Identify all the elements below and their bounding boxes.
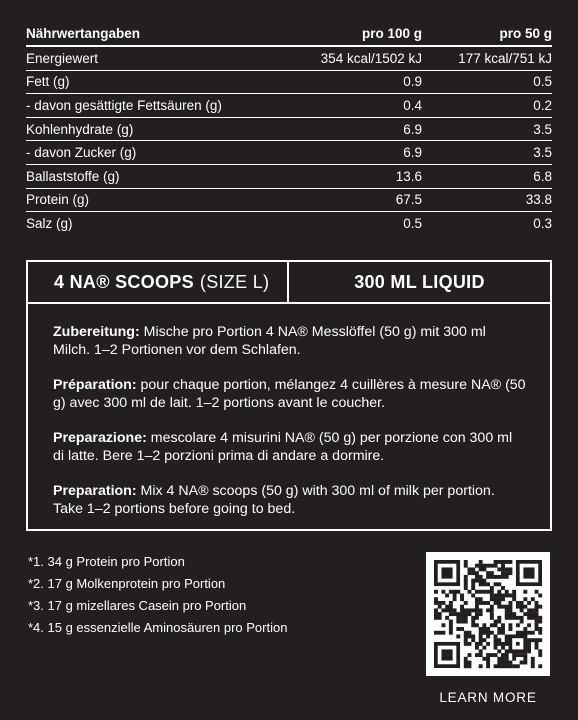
preparation-label: Preparazione: — [53, 430, 147, 446]
nutrition-row — [26, 141, 552, 165]
size-label: (SIZE L) — [199, 271, 270, 292]
nutrition-row-per50: 0.2 — [533, 97, 552, 113]
nutrition-row-per50: 3.5 — [533, 121, 552, 137]
nutrition-row — [26, 118, 552, 142]
nutrition-row-per100: 0.5 — [403, 216, 422, 232]
nutrition-row — [26, 189, 552, 213]
footnote-item: *3. 17 g mizellares Casein pro Portion — [28, 598, 247, 613]
liquid-label: 300 ML LIQUID — [354, 271, 485, 292]
nutrition-row-label: - davon gesättigte Fettsäuren (g) — [26, 97, 222, 113]
nutrition-row — [26, 165, 552, 189]
nutrition-table — [26, 22, 552, 236]
nutrition-row-per100: 6.9 — [403, 121, 422, 137]
qr-code-graphic — [426, 552, 550, 676]
preparation-text: mescolare 4 misurini NA® (50 g) per porzione con 300 ml di latte. Bere 1–2 porzioni prima di andare a dormire. — [53, 430, 513, 464]
nutrition-row-label: Protein (g) — [26, 192, 90, 208]
nutrition-row-per50: 0.3 — [533, 216, 552, 232]
nutrition-header-per50: pro 50 g — [499, 26, 552, 41]
preparation-paragraph-it — [53, 429, 526, 465]
preparation-text: Mix 4 NA® scoops (50 g) with 300 ml of milk per portion. Take 1–2 portions before going to bed. — [53, 483, 495, 517]
preparation-header — [28, 262, 550, 304]
nutrition-header-row — [26, 22, 552, 47]
preparation-paragraph-de — [53, 323, 526, 359]
footnote-item: *2. 17 g Molkenprotein pro Portion — [28, 576, 226, 591]
nutrition-row-per50: 177 kcal/751 kJ — [458, 50, 552, 66]
preparation-paragraph-fr — [53, 376, 526, 412]
nutrition-row-label: Salz (g) — [26, 216, 73, 232]
nutrition-row-per50: 0.5 — [533, 74, 552, 90]
nutrition-row-per100: 0.9 — [403, 74, 422, 90]
nutrition-row-per100: 354 kcal/1502 kJ — [320, 50, 422, 66]
nutrition-row-per100: 6.9 — [403, 145, 422, 161]
nutrition-row — [26, 71, 552, 95]
preparation-paragraph-en — [53, 482, 526, 518]
preparation-text: pour chaque portion, mélangez 4 cuillères à mesure NA® (50 g) avec 300 ml de lait. 1–2 portions avant le coucher. — [53, 377, 526, 411]
learn-more-link[interactable]: LEARN MORE — [439, 690, 537, 705]
nutrition-header-label: Nährwertangaben — [26, 26, 141, 41]
nutrition-row — [26, 47, 552, 71]
preparation-body — [28, 304, 550, 518]
footnote-item: *4. 15 g essenzielle Aminosäuren pro Portion — [28, 620, 288, 635]
nutrition-row-per100: 13.6 — [395, 168, 422, 184]
footnote-item: *1. 34 g Protein pro Portion — [28, 554, 185, 569]
preparation-label: Zubereitung: — [53, 324, 140, 340]
nutrition-row-label: Energiewert — [26, 50, 99, 66]
nutrition-row-label: Ballaststoffe (g) — [26, 168, 120, 184]
scoops-label: 4 NA® SCOOPS — [54, 271, 194, 292]
scoops-cell — [28, 262, 289, 302]
nutrition-row-label: Fett (g) — [26, 74, 70, 90]
nutrition-row-per50: 6.8 — [533, 168, 552, 184]
nutrition-row — [26, 94, 552, 118]
nutrition-row — [26, 212, 552, 236]
nutrition-row-per100: 0.4 — [403, 97, 422, 113]
nutrition-row-label: - davon Zucker (g) — [26, 145, 137, 161]
footnotes — [28, 551, 287, 639]
nutrition-row-per50: 3.5 — [533, 145, 552, 161]
nutrition-header-per100: pro 100 g — [361, 26, 422, 41]
preparation-label: Preparation: — [53, 483, 137, 499]
qr-code-icon[interactable] — [426, 552, 550, 676]
nutrition-row-per100: 67.5 — [395, 192, 422, 208]
nutrition-row-label: Kohlenhydrate (g) — [26, 121, 134, 137]
preparation-text: Mische pro Portion 4 NA® Messlöffel (50 g) mit 300 ml Milch. 1–2 Portionen vor dem Schlafen. — [53, 324, 486, 358]
preparation-label: Préparation: — [53, 377, 137, 393]
nutrition-row-per50: 33.8 — [525, 192, 552, 208]
preparation-box — [26, 260, 552, 531]
